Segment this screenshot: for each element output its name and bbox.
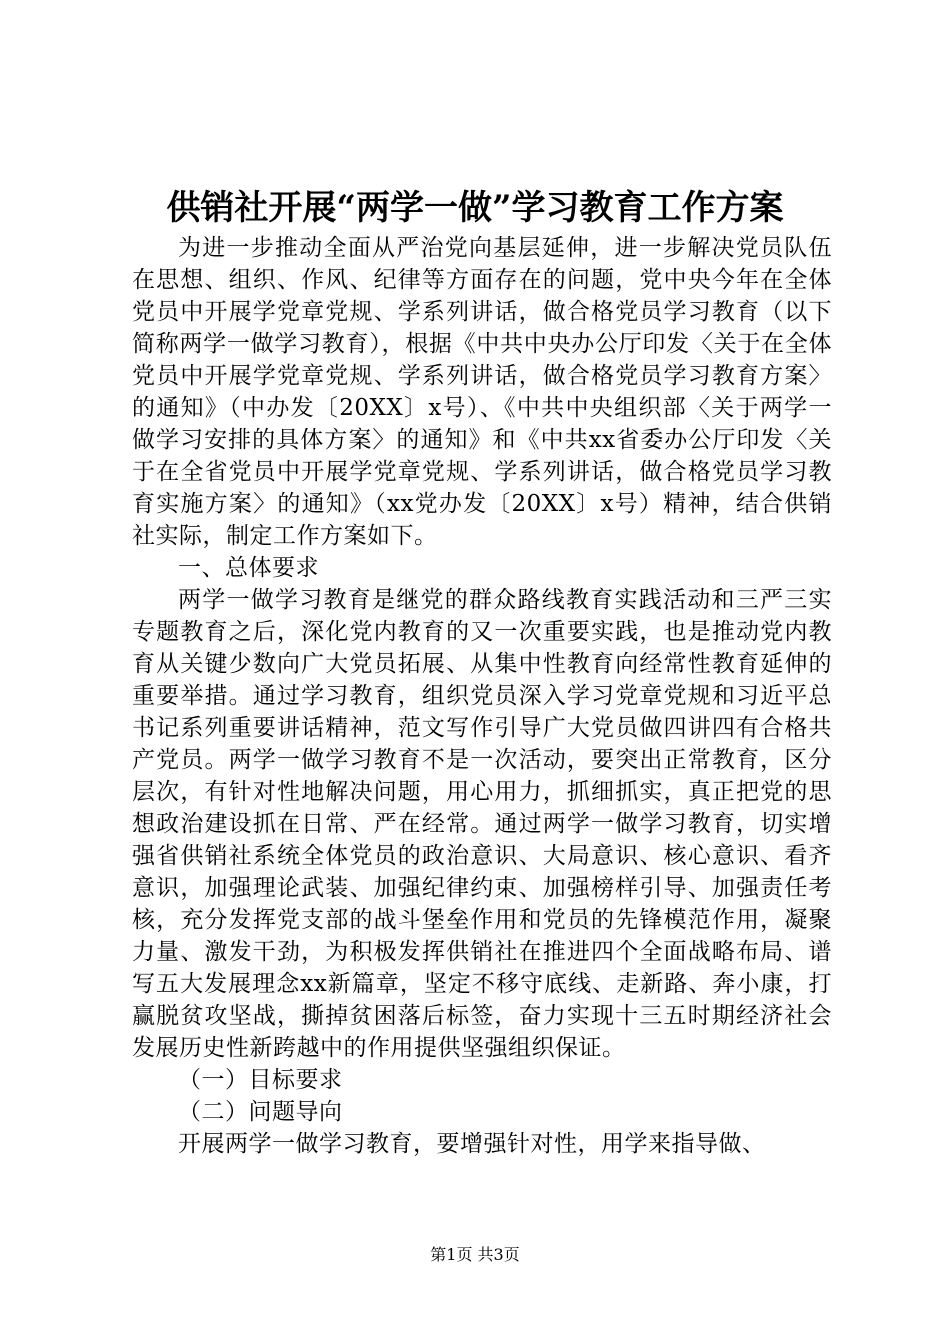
subheading-goal-requirements: （一）目标要求 (178, 1067, 343, 1093)
document-body (132, 232, 832, 1160)
document-title: 供销社开展“两学一做”学习教育工作方案 (166, 188, 784, 228)
page-number-footer: 第1页 共3页 (430, 1245, 520, 1264)
section-heading-general-requirements: 一、总体要求 (178, 555, 319, 581)
intro-paragraph: 为进一步推动全面从严治党向基层延伸，进一步解决党员队伍在思想、组织、作风、纪律等方面存在的问题，党中央今年在全体党员中开展学党章党规、学系列讲话，做合格党员学习教育（以下简称两学一做学习教育），根据《中共中央办公厅印发〈关于在全体党员中开展学党章党规、学系列讲话，做合格党员学习教育方案〉的通知》（中办发〔20XX〕x号）、《中共中央组织部〈关于两学一做学习安排的具体方案〉的通知》和《中共xx省委办公厅印发〈关于在全省党员中开展学党章党规、学系列讲话，做合格党员学习教育实施方案〉的通知》（xx党办发〔20XX〕x号）精神，结合供销社实际，制定工作方案如下。 (132, 235, 832, 549)
problem-orientation-paragraph: 开展两学一做学习教育，要增强针对性，用学来指导做、 (178, 1131, 766, 1157)
general-requirements-paragraph: 两学一做学习教育是继党的群众路线教育实践活动和三严三实专题教育之后，深化党内教育的又一次重要实践，也是推动党内教育从关键少数向广大党员拓展、从集中性教育向经常性教育延伸的重要举措。通过学习教育，组织党员深入学习党章党规和习近平总书记系列重要讲话精神，范文写作引导广大党员做四讲四有合格共产党员。两学一做学习教育不是一次活动，要突出正常教育，区分层次，有针对性地解决问题，用心用力，抓细抓实，真正把党的思想政治建设抓在日常、严在经常。通过两学一做学习教育，切实增强省供销社系统全体党员的政治意识、大局意识、核心意识、看齐意识，加强理论武装、加强纪律约束、加强榜样引导、加强责任考核，充分发挥党支部的战斗堡垒作用和党员的先锋模范作用，凝聚力量、激发干劲，为积极发挥供销社在推进四个全面战略布局、谱写五大发展理念xx新篇章，坚定不移守底线、走新路、奔小康，打赢脱贫攻坚战，撕掉贫困落后标签，奋力实现十三五时期经济社会发展历史性新跨越中的作用提供坚强组织保证。 (132, 587, 832, 1061)
subheading-problem-orientation: （二）问题导向 (178, 1099, 343, 1125)
